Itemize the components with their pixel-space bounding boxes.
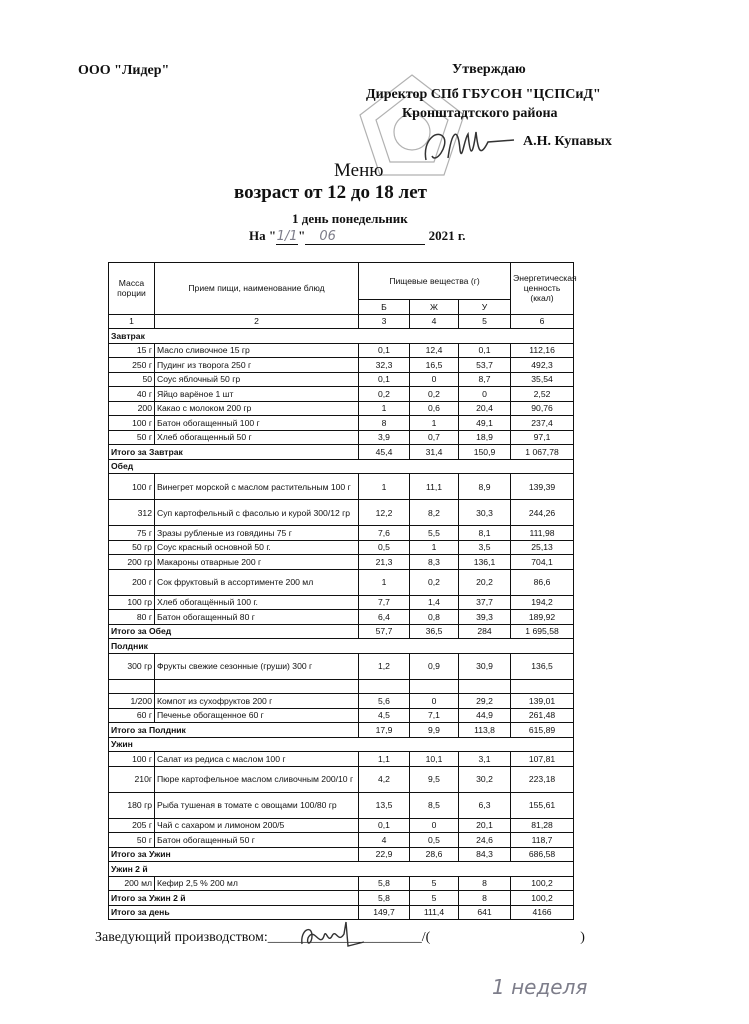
date-month: 06 [305, 229, 425, 245]
date-year: 2021 г. [428, 228, 466, 243]
total-label: Итого за Ужин 2 й [109, 891, 359, 906]
table-row [109, 416, 574, 431]
portion-mass: 100 г [109, 416, 155, 431]
energy-value: 261,48 [511, 708, 574, 723]
dish-name: Батон обогащенный 50 г [155, 833, 359, 848]
portion-mass: 250 г [109, 358, 155, 373]
table-row [109, 818, 574, 833]
total-row [109, 445, 574, 460]
fat-value: 16,5 [410, 358, 459, 373]
portion-mass: 40 г [109, 387, 155, 402]
fat-value: 9,5 [410, 766, 459, 792]
carbs-value: 37,7 [459, 595, 511, 610]
total-label: Итого за Полдник [109, 723, 359, 738]
col-number: 4 [410, 314, 459, 329]
portion-mass: 100 гр [109, 595, 155, 610]
table-row [109, 555, 574, 570]
energy-value: 2,52 [511, 387, 574, 402]
portion-mass: 200 мл [109, 876, 155, 891]
date-day: 1/1 [276, 229, 298, 244]
dish-name: Рыба тушеная в томате с овощами 100/80 гр [155, 792, 359, 818]
total-carbs: 113,8 [459, 723, 511, 738]
handwritten-note: 1 неделя [492, 975, 588, 999]
protein-value: 4,2 [359, 766, 410, 792]
section-header-row [109, 329, 574, 344]
total-carbs: 84,3 [459, 847, 511, 862]
header-fat: Ж [410, 300, 459, 315]
portion-mass: 75 г [109, 526, 155, 541]
table-row [109, 653, 574, 679]
table-row [109, 833, 574, 848]
total-label: Итого за Ужин [109, 847, 359, 862]
carbs-value: 39,3 [459, 610, 511, 625]
protein-value: 1 [359, 474, 410, 500]
date-prefix: На " [249, 228, 277, 243]
section-header-row [109, 737, 574, 752]
portion-mass: 80 г [109, 610, 155, 625]
carbs-value: 8,1 [459, 526, 511, 541]
total-energy: 686,58 [511, 847, 574, 862]
energy-value: 155,61 [511, 792, 574, 818]
dish-name: Фрукты свежие сезонные (груши) 300 г [155, 653, 359, 679]
energy-value: 139,01 [511, 694, 574, 709]
date-line [249, 228, 466, 245]
energy-value: 704,1 [511, 555, 574, 570]
section-title: Обед [109, 459, 574, 474]
table-row [109, 679, 574, 694]
energy-value: 194,2 [511, 595, 574, 610]
fat-value: 0 [410, 694, 459, 709]
fat-value: 8,3 [410, 555, 459, 570]
section-title: Ужин 2 й [109, 862, 574, 877]
energy-value: 136,5 [511, 653, 574, 679]
protein-value: 0,1 [359, 343, 410, 358]
portion-mass: 200 [109, 401, 155, 416]
table-row [109, 792, 574, 818]
dish-name: Кефир 2,5 % 200 мл [155, 876, 359, 891]
table-row [109, 610, 574, 625]
fat-value: 1 [410, 540, 459, 555]
organization-name: ООО "Лидер" [78, 63, 170, 78]
table-row [109, 500, 574, 526]
page-title: Меню [334, 160, 384, 181]
dish-name: Соус красный основной 50 г. [155, 540, 359, 555]
fat-value: 0,5 [410, 833, 459, 848]
dish-name: Компот из сухофруктов 200 г [155, 694, 359, 709]
col-number: 2 [155, 314, 359, 329]
menu-table [108, 262, 577, 920]
total-energy: 1 067,78 [511, 445, 574, 460]
dish-name: Хлеб обогащенный 50 г [155, 430, 359, 445]
portion-mass: 210г [109, 766, 155, 792]
header-energy: Энергетическая ценность (ккал) [511, 263, 574, 315]
carbs-value [459, 679, 511, 694]
manager-signature-icon [298, 918, 368, 952]
energy-value: 86,6 [511, 569, 574, 595]
table-row [109, 387, 574, 402]
carbs-value: 3,1 [459, 752, 511, 767]
fat-value: 5,5 [410, 526, 459, 541]
signer-name: А.Н. Купавых [523, 134, 612, 149]
portion-mass: 15 г [109, 343, 155, 358]
portion-mass: 50 [109, 372, 155, 387]
header-mass: Масса порции [109, 263, 155, 315]
dish-name: Масло сливочное 15 гр [155, 343, 359, 358]
energy-value: 112,16 [511, 343, 574, 358]
portion-mass: 312 [109, 500, 155, 526]
total-energy: 615,89 [511, 723, 574, 738]
carbs-value: 29,2 [459, 694, 511, 709]
total-carbs: 641 [459, 905, 511, 920]
total-carbs: 284 [459, 624, 511, 639]
fat-value: 7,1 [410, 708, 459, 723]
section-header-row [109, 862, 574, 877]
fat-value: 8,5 [410, 792, 459, 818]
total-fat: 28,6 [410, 847, 459, 862]
total-fat: 31,4 [410, 445, 459, 460]
fat-value: 0,8 [410, 610, 459, 625]
portion-mass: 200 г [109, 569, 155, 595]
carbs-value: 0,1 [459, 343, 511, 358]
protein-value: 3,9 [359, 430, 410, 445]
total-row [109, 624, 574, 639]
table-row [109, 430, 574, 445]
column-number-row [109, 314, 574, 329]
total-protein: 57,7 [359, 624, 410, 639]
dish-name: Соус яблочный 50 гр [155, 372, 359, 387]
table-row [109, 526, 574, 541]
table-row [109, 766, 574, 792]
dish-name: Салат из редиса с маслом 100 г [155, 752, 359, 767]
table-row [109, 595, 574, 610]
energy-value: 139,39 [511, 474, 574, 500]
carbs-value: 24,6 [459, 833, 511, 848]
table-row [109, 474, 574, 500]
dish-name: Чай с сахаром и лимоном 200/5 [155, 818, 359, 833]
director-signature-icon [418, 120, 518, 172]
total-row [109, 891, 574, 906]
table-row [109, 752, 574, 767]
carbs-value: 8,7 [459, 372, 511, 387]
protein-value: 21,3 [359, 555, 410, 570]
table-row [109, 694, 574, 709]
total-protein: 22,9 [359, 847, 410, 862]
energy-value: 237,4 [511, 416, 574, 431]
fat-value: 0,7 [410, 430, 459, 445]
dish-name: Какао с молоком 200 гр [155, 401, 359, 416]
fat-value: 0 [410, 818, 459, 833]
carbs-value: 20,2 [459, 569, 511, 595]
carbs-value: 44,9 [459, 708, 511, 723]
table-header-row [109, 263, 574, 300]
energy-value: 111,98 [511, 526, 574, 541]
protein-value: 13,5 [359, 792, 410, 818]
energy-value: 244,26 [511, 500, 574, 526]
energy-value: 35,54 [511, 372, 574, 387]
col-number: 1 [109, 314, 155, 329]
dish-name: Сок фруктовый в ассортименте 200 мл [155, 569, 359, 595]
fat-value: 0 [410, 372, 459, 387]
header-carbs: У [459, 300, 511, 315]
total-carbs: 8 [459, 891, 511, 906]
table-row [109, 876, 574, 891]
energy-value: 25,13 [511, 540, 574, 555]
energy-value [511, 679, 574, 694]
fat-value: 1 [410, 416, 459, 431]
fat-value: 0,2 [410, 387, 459, 402]
col-number: 6 [511, 314, 574, 329]
carbs-value: 8,9 [459, 474, 511, 500]
dish-name: Печенье обогащенное 60 г [155, 708, 359, 723]
table-row [109, 343, 574, 358]
total-label: Итого за Завтрак [109, 445, 359, 460]
dish-name: Винегрет морской с маслом растительным 100 г [155, 474, 359, 500]
dish-name: Пюре картофельное маслом сливочным 200/10 г [155, 766, 359, 792]
protein-value [359, 679, 410, 694]
date-mid: " [298, 228, 306, 243]
carbs-value: 30,9 [459, 653, 511, 679]
header-dish: Прием пищи, наименование блюд [155, 263, 359, 315]
dish-name: Батон обогащенный 100 г [155, 416, 359, 431]
col-number: 5 [459, 314, 511, 329]
energy-value: 107,81 [511, 752, 574, 767]
total-energy: 1 695,58 [511, 624, 574, 639]
portion-mass: 60 г [109, 708, 155, 723]
portion-mass: 100 г [109, 474, 155, 500]
total-row [109, 723, 574, 738]
energy-value: 100,2 [511, 876, 574, 891]
fat-value [410, 679, 459, 694]
table-row [109, 372, 574, 387]
total-energy: 4166 [511, 905, 574, 920]
header-protein: Б [359, 300, 410, 315]
approve-label: Утверждаю [452, 62, 526, 77]
total-fat: 36,5 [410, 624, 459, 639]
portion-mass: 300 гр [109, 653, 155, 679]
portion-mass: 50 г [109, 833, 155, 848]
total-protein: 17,9 [359, 723, 410, 738]
section-header-row [109, 459, 574, 474]
protein-value: 0,2 [359, 387, 410, 402]
total-protein: 149,7 [359, 905, 410, 920]
fat-value: 10,1 [410, 752, 459, 767]
footer-close: ) [580, 930, 585, 945]
protein-value: 32,3 [359, 358, 410, 373]
portion-mass: 200 гр [109, 555, 155, 570]
total-label: Итого за Обед [109, 624, 359, 639]
protein-value: 0,1 [359, 372, 410, 387]
director-title: Директор СПб ГБУСОН "ЦСПСиД" [366, 87, 601, 102]
carbs-value: 6,3 [459, 792, 511, 818]
protein-value: 1,2 [359, 653, 410, 679]
dish-name: Зразы рубленые из говядины 75 г [155, 526, 359, 541]
carbs-value: 3,5 [459, 540, 511, 555]
fat-value: 0,9 [410, 653, 459, 679]
dish-name: Яйцо варёное 1 шт [155, 387, 359, 402]
total-fat: 5 [410, 891, 459, 906]
portion-mass: 1/200 [109, 694, 155, 709]
portion-mass: 50 гр [109, 540, 155, 555]
age-group: возраст от 12 до 18 лет [234, 182, 427, 203]
energy-value: 90,76 [511, 401, 574, 416]
total-row [109, 847, 574, 862]
energy-value: 492,3 [511, 358, 574, 373]
footer-blank: ______________________/( [267, 930, 431, 945]
carbs-value: 30,2 [459, 766, 511, 792]
carbs-value: 136,1 [459, 555, 511, 570]
carbs-value: 53,7 [459, 358, 511, 373]
dish-name: Макароны отварные 200 г [155, 555, 359, 570]
energy-value: 81,28 [511, 818, 574, 833]
protein-value: 4 [359, 833, 410, 848]
carbs-value: 20,1 [459, 818, 511, 833]
total-energy: 100,2 [511, 891, 574, 906]
carbs-value: 18,9 [459, 430, 511, 445]
portion-mass: 205 г [109, 818, 155, 833]
dish-name: Батон обогащенный 80 г [155, 610, 359, 625]
protein-value: 5,6 [359, 694, 410, 709]
portion-mass [109, 679, 155, 694]
protein-value: 0,1 [359, 818, 410, 833]
carbs-value: 30,3 [459, 500, 511, 526]
header-nutrients: Пищевые вещества (г) [359, 263, 511, 300]
fat-value: 1,4 [410, 595, 459, 610]
total-label: Итого за день [109, 905, 359, 920]
total-protein: 5,8 [359, 891, 410, 906]
energy-value: 189,92 [511, 610, 574, 625]
fat-value: 5 [410, 876, 459, 891]
protein-value: 1 [359, 569, 410, 595]
section-title: Ужин [109, 737, 574, 752]
energy-value: 118,7 [511, 833, 574, 848]
fat-value: 8,2 [410, 500, 459, 526]
dish-name: Пудинг из творога 250 г [155, 358, 359, 373]
portion-mass: 50 г [109, 430, 155, 445]
total-fat: 9,9 [410, 723, 459, 738]
section-title: Завтрак [109, 329, 574, 344]
dish-name [155, 679, 359, 694]
energy-value: 223,18 [511, 766, 574, 792]
table-row [109, 401, 574, 416]
protein-value: 7,6 [359, 526, 410, 541]
carbs-value: 20,4 [459, 401, 511, 416]
day-label: 1 день понедельник [292, 211, 408, 226]
portion-mass: 100 г [109, 752, 155, 767]
table-row [109, 708, 574, 723]
total-fat: 111,4 [410, 905, 459, 920]
total-carbs: 150,9 [459, 445, 511, 460]
carbs-value: 49,1 [459, 416, 511, 431]
district-label: Кронштадтского района [402, 106, 558, 121]
table-row [109, 540, 574, 555]
fat-value: 0,2 [410, 569, 459, 595]
protein-value: 7,7 [359, 595, 410, 610]
protein-value: 0,5 [359, 540, 410, 555]
fat-value: 12,4 [410, 343, 459, 358]
dish-name: Хлеб обогащённый 100 г. [155, 595, 359, 610]
fat-value: 11,1 [410, 474, 459, 500]
protein-value: 5,8 [359, 876, 410, 891]
protein-value: 1 [359, 401, 410, 416]
section-header-row [109, 639, 574, 654]
protein-value: 8 [359, 416, 410, 431]
carbs-value: 8 [459, 876, 511, 891]
table-row [109, 358, 574, 373]
total-protein: 45,4 [359, 445, 410, 460]
protein-value: 4,5 [359, 708, 410, 723]
carbs-value: 0 [459, 387, 511, 402]
protein-value: 1,1 [359, 752, 410, 767]
col-number: 3 [359, 314, 410, 329]
protein-value: 12,2 [359, 500, 410, 526]
protein-value: 6,4 [359, 610, 410, 625]
portion-mass: 180 гр [109, 792, 155, 818]
energy-value: 97,1 [511, 430, 574, 445]
footer-label: Заведующий производством: [95, 930, 268, 945]
fat-value: 0,6 [410, 401, 459, 416]
section-title: Полдник [109, 639, 574, 654]
dish-name: Суп картофельный с фасолью и курой 300/12 гр [155, 500, 359, 526]
table-row [109, 569, 574, 595]
